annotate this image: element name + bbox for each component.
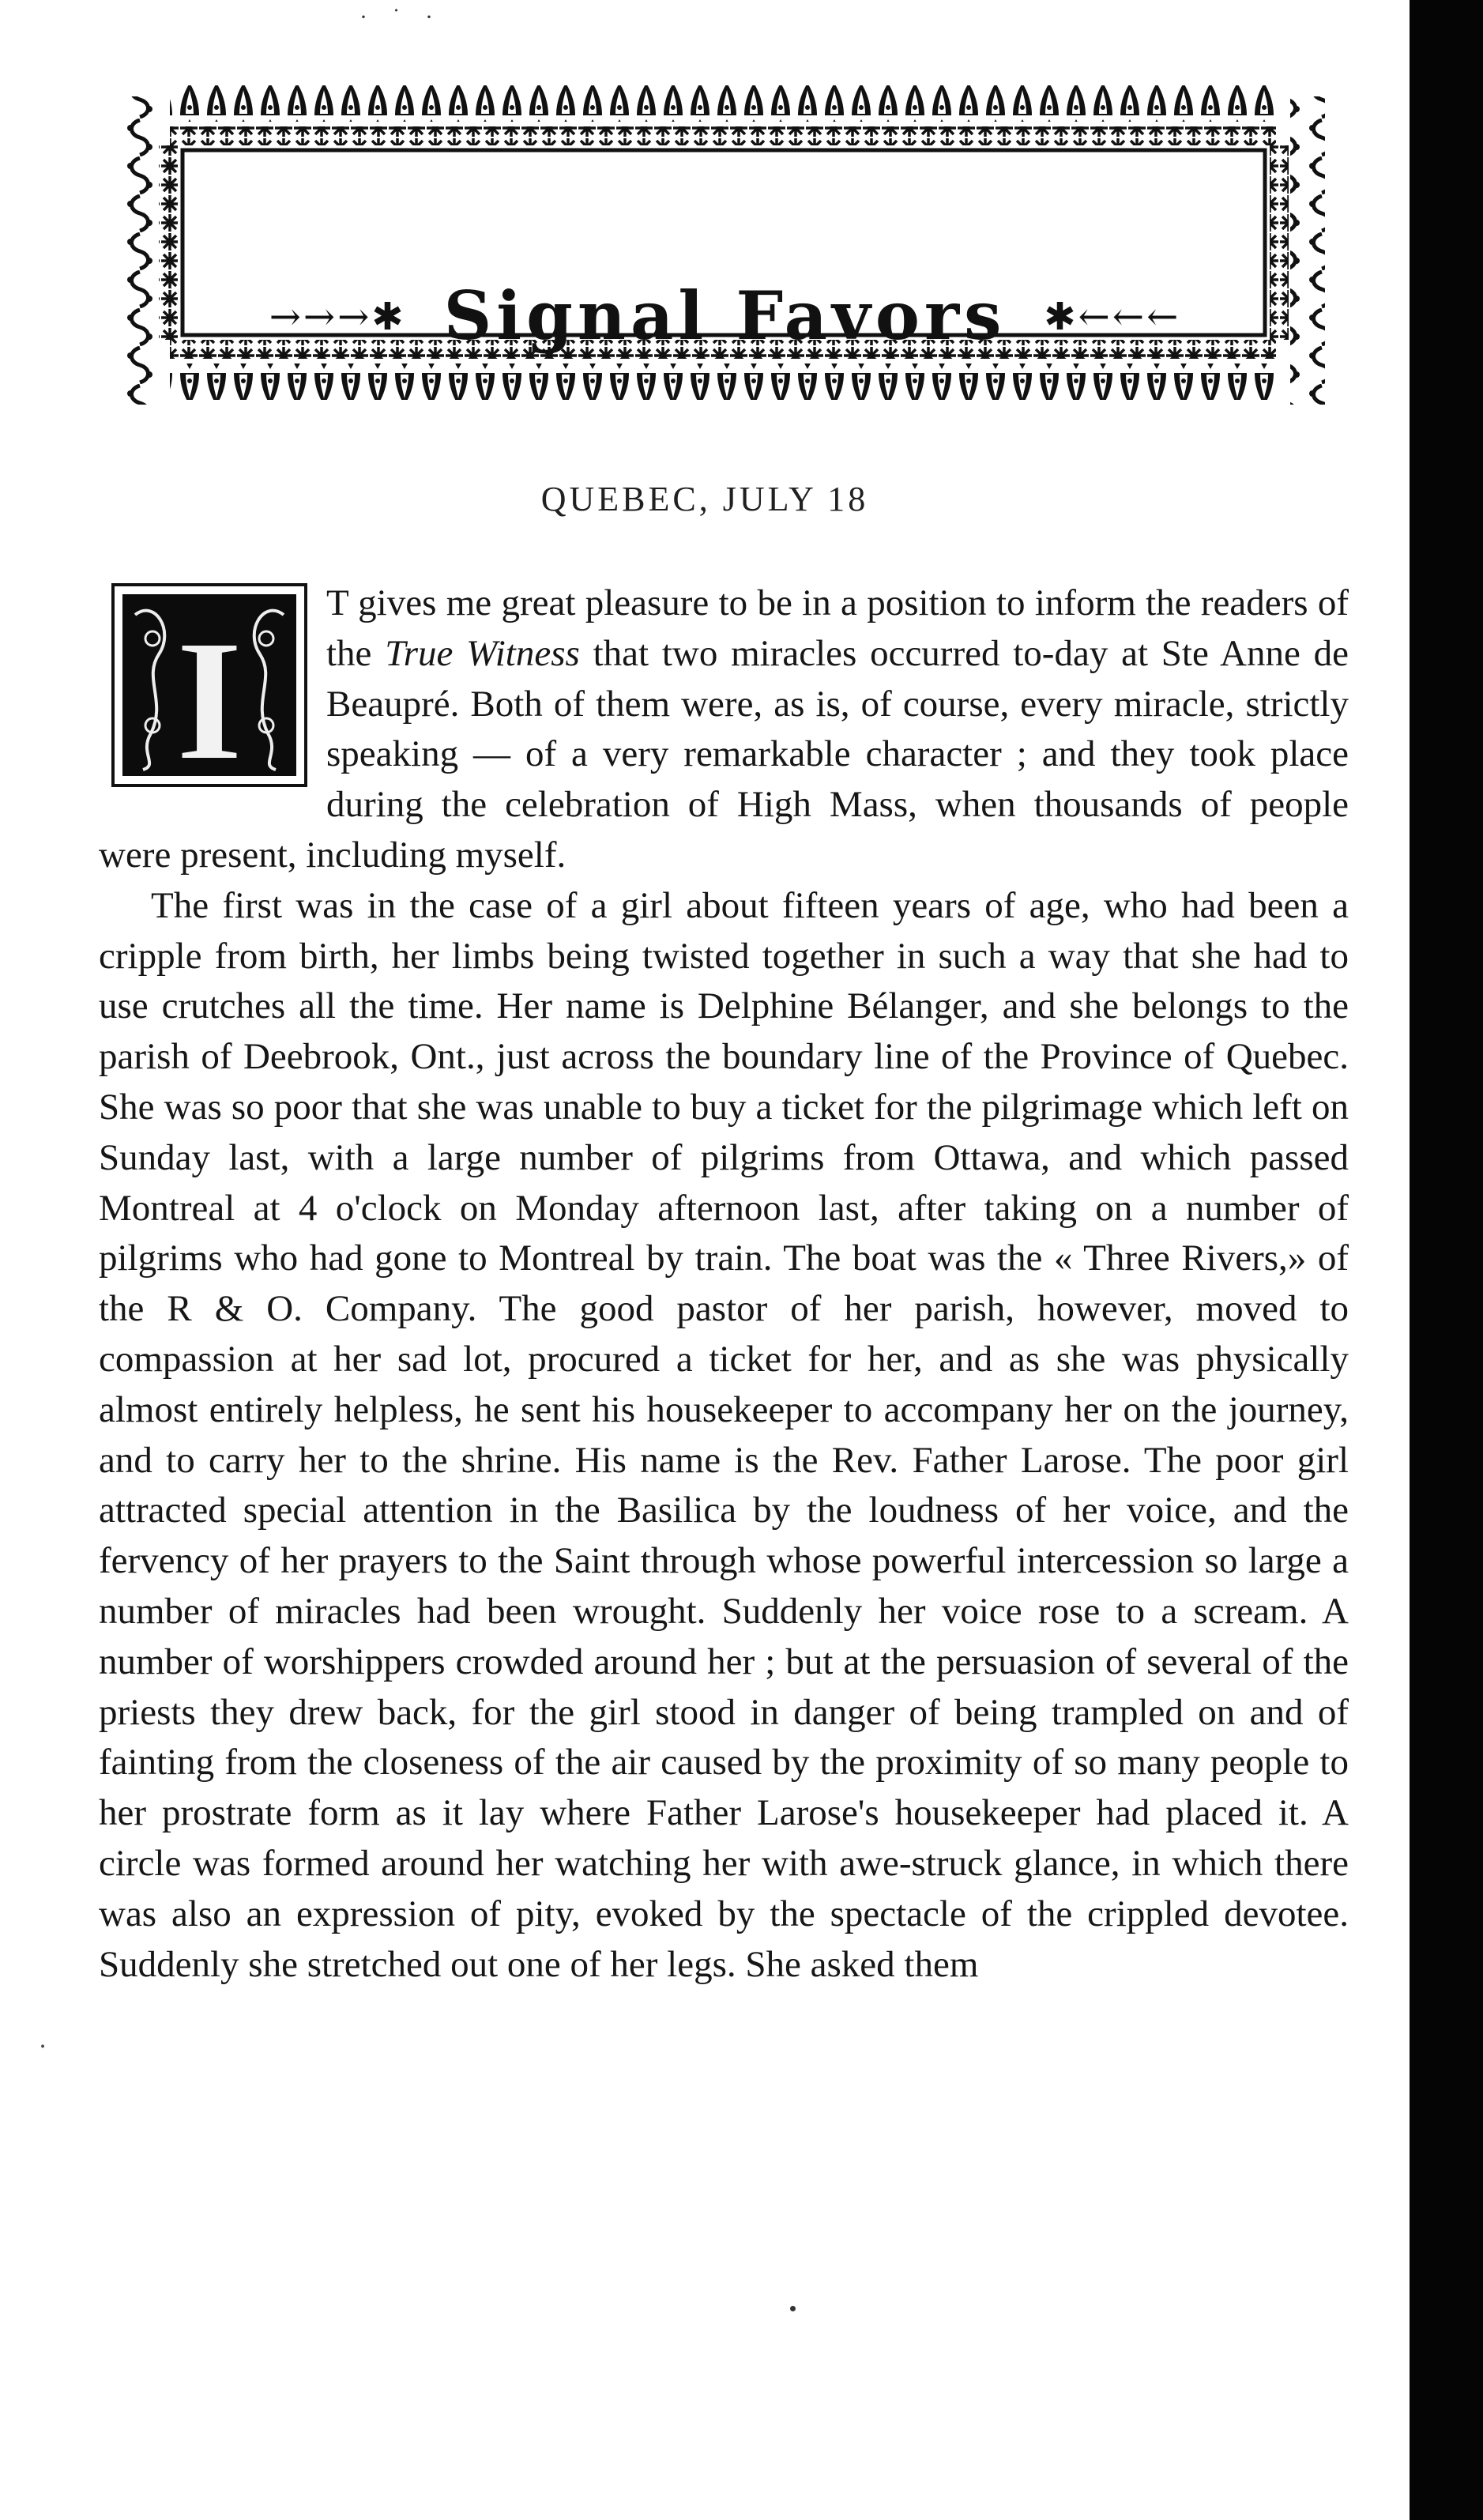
right-ornament: ✱←←← xyxy=(1044,295,1181,339)
paragraph-2: The first was in the case of a girl about fifteen years of age, who had been a cripple from birth, her limbs being twisted together in such a way that she had to use crutches all the time. Her name is Delphine Bélanger, and she belongs to the parish of Deebrook, Ont., just across the boundary line of the Province of Quebec. She was so poor that she was unable to buy a ticket for the pilgrimage which left on Sunday last, with a large number of pilgrims from Ottawa, and which passed Montreal at 4 o'clock on Monday afternoon last, after taking on a number of pilgrims who had gone to Montreal by train. The boat was the « Three Rivers,» of the R & O. Company. The good pastor of her parish, however, moved to compassion at her sad lot, procured a ticket for her, and as she was physically almost entirely helpless, he sent his housekeeper to accompany her on the journey, and to carry her to the shrine. His name is the Rev. Father Larose. The poor girl attracted special attention in the Basilica by the loudness of her voice, and the fervency of her prayers to the Saint through whose powerful intercession so large a number of miracles had been wrought. Suddenly her voice rose to a scream. A number of worshippers crowded around her ; but at the persuasion of several of the priests they drew back, for the girl stood in danger of being trampled on and of fainting from the closeness of the air caused by the proximity of so many people to her prostrate form as it lay where Father Larose's housekeeper had placed it. A circle was formed around her watching her with awe-struck glance, in which there was also an expression of pity, evoked by the spectacle of the crippled devotee. Suddenly she stretched out one of her legs. She asked them xyxy=(99,884,1349,1985)
drop-cap-letter: I xyxy=(175,604,243,787)
p1-text-a: T gives me great pleasure to be in a position to inform the readers of the xyxy=(326,582,1349,674)
header-title-row xyxy=(122,277,1327,355)
page-title: Signal Favors xyxy=(443,277,1007,355)
ornamental-border xyxy=(122,81,1327,428)
left-ornament: →→→✱ xyxy=(269,295,406,339)
scan-specks: · ˙ · xyxy=(359,4,442,30)
ornamental-header xyxy=(122,81,1327,428)
p1-text-b: that two miracles occurred to-day at Ste Anne de Beaupré. Both of them were, as is, of course, every miracle, strictly speaking — of a very remarkable character ; and they took place during the celebration of High Mass, when thousands of people were present, including myself. xyxy=(99,632,1349,876)
newspaper-title: True Witness xyxy=(385,632,580,674)
scan-dot xyxy=(790,2306,796,2311)
scan-edge-shadow xyxy=(1410,0,1483,2520)
dateline: QUEBEC, JULY 18 xyxy=(540,480,869,518)
margin-mark: ⸱ xyxy=(40,2034,47,2060)
article-body xyxy=(99,578,1349,1990)
drop-cap-ornament xyxy=(111,583,307,787)
